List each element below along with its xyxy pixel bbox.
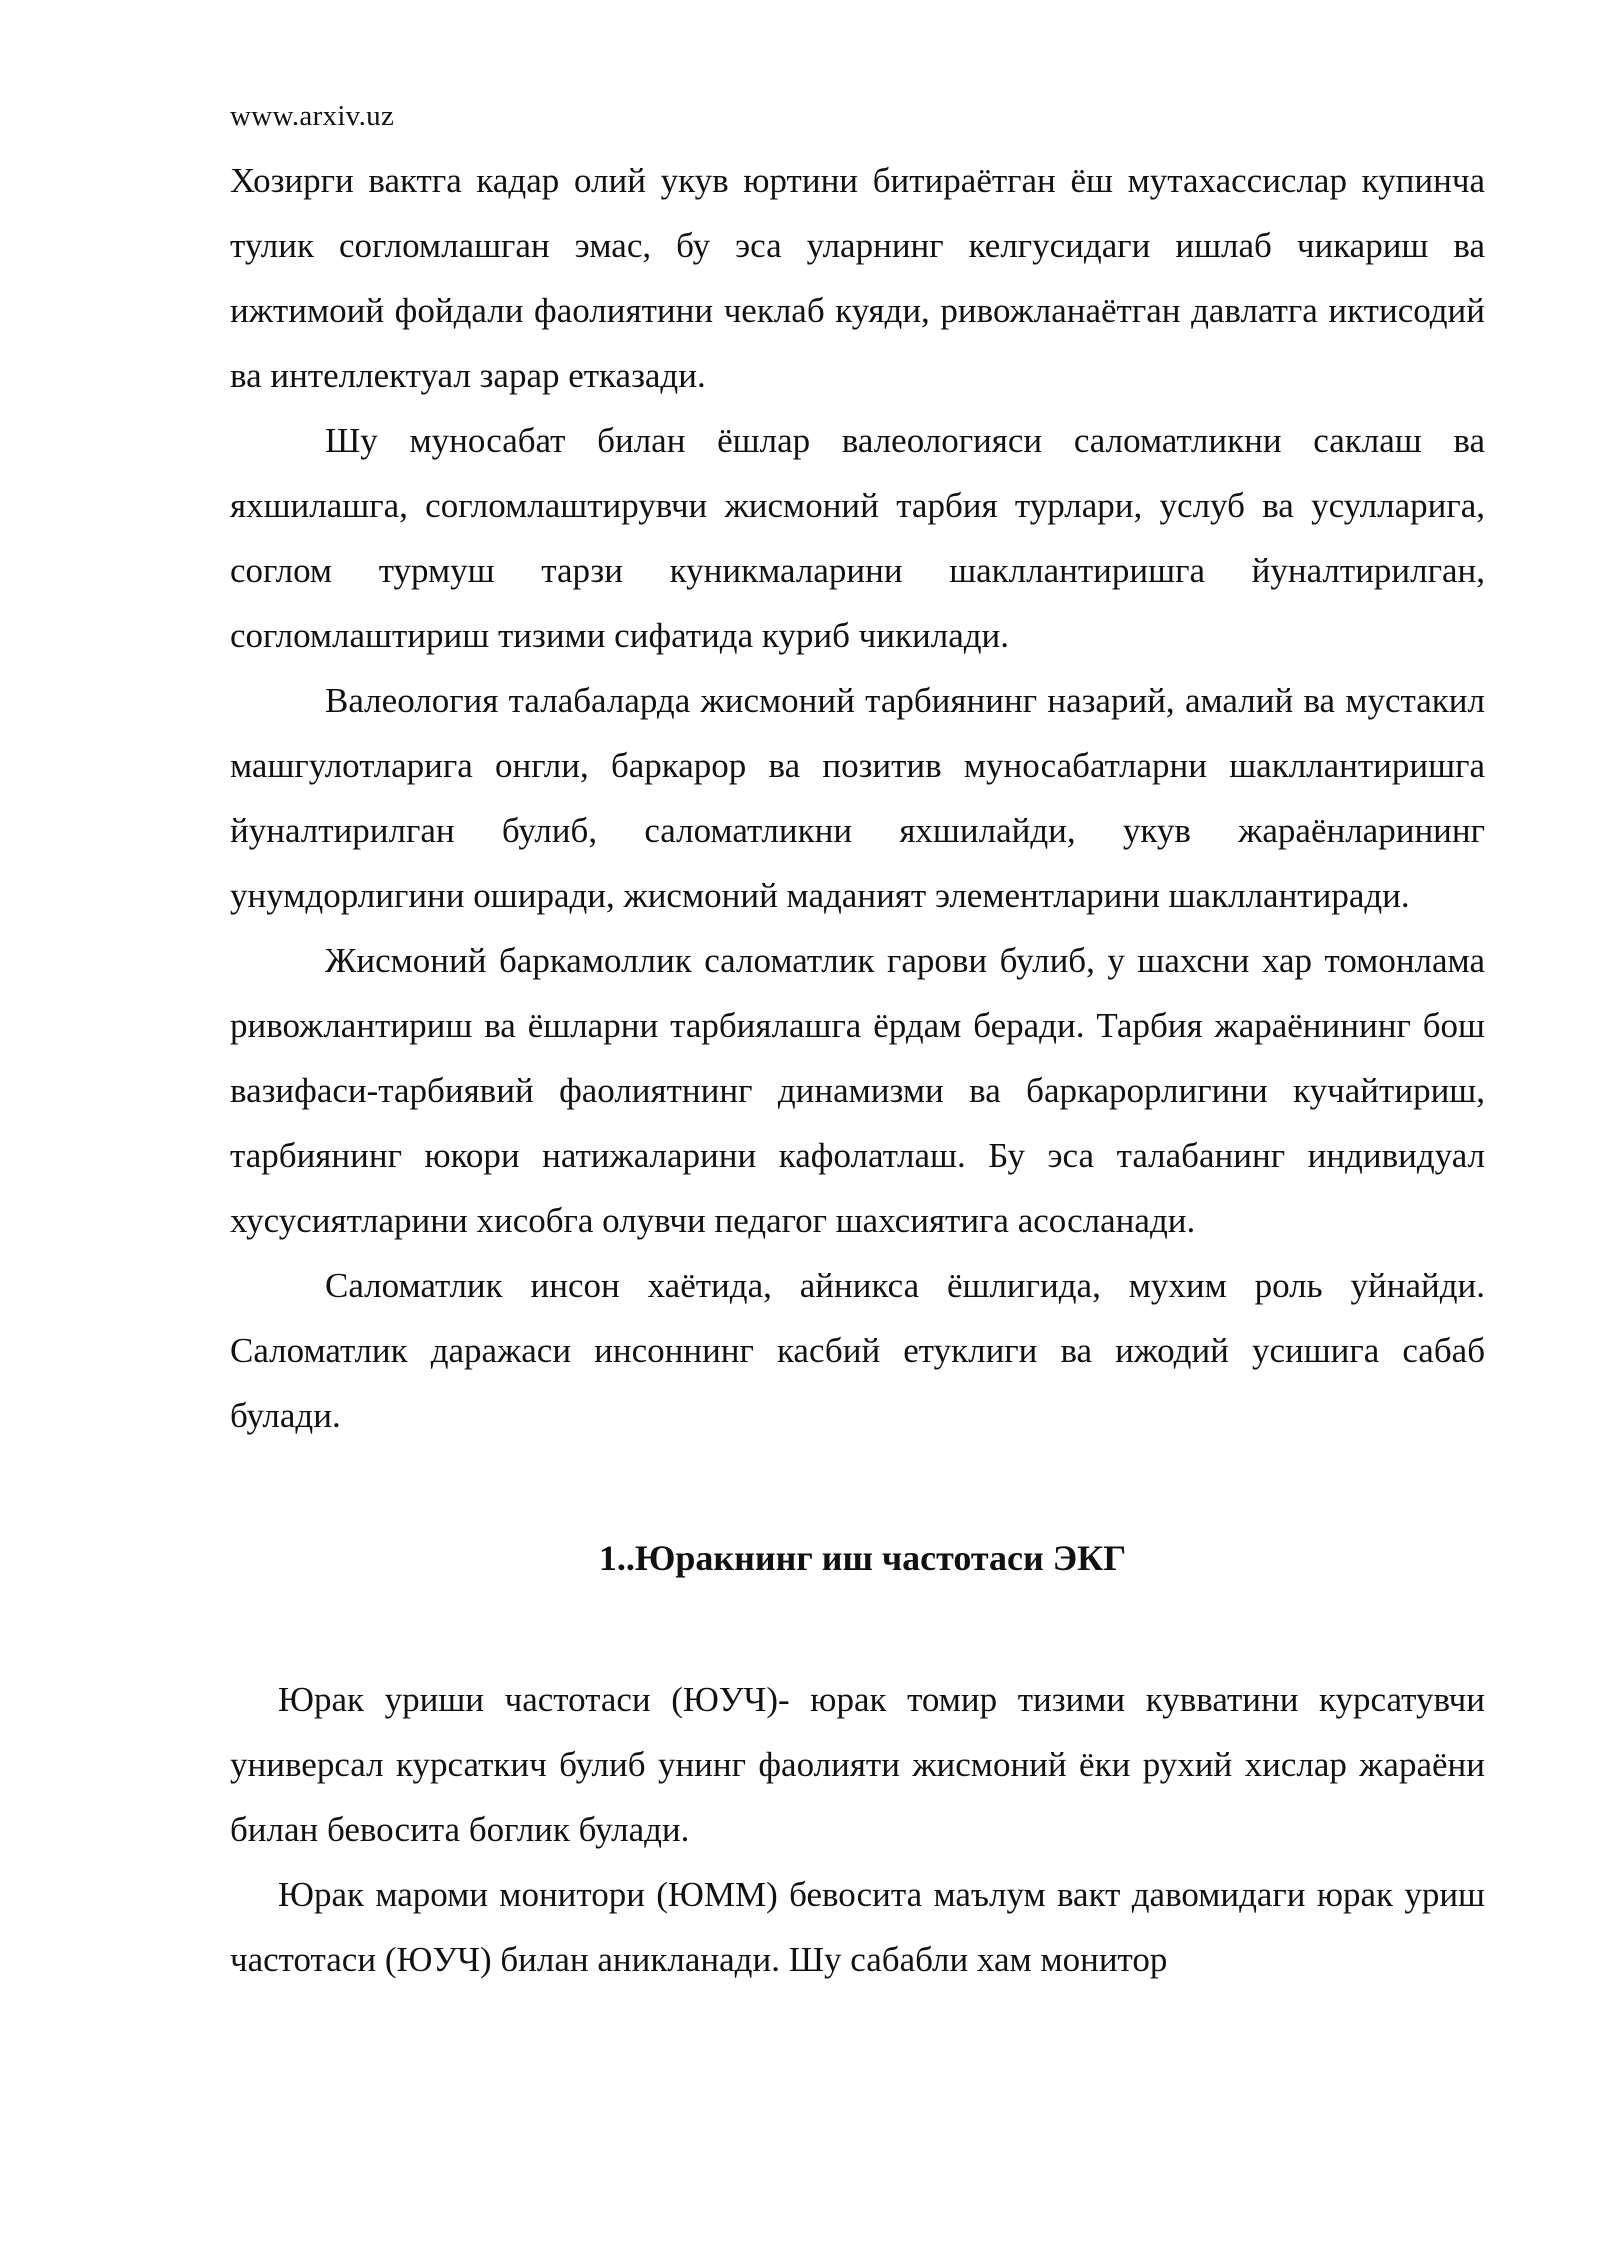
paragraph-4: Жисмоний баркамоллик саломатлик гарови булиб, у шахсни хар томонлама ривожлантириш ва ёшларни тарбиялашга ёрдам беради. Тарбия жараёнининг бош вазифаси-тарбиявий фаолиятнинг динамизми ва баркарорлигини кучайтириш, тарбиянинг юкори натижаларини кафолатлаш. Бу эса талабанинг индивидуал хусусиятларини хисобга олувчи педагог шахсиятига асосланади. xyxy=(230,941,1485,1240)
document-body xyxy=(230,148,1485,1992)
section-paragraph-2: Юрак мароми монитори (ЮММ) бевосита маълум вакт давомидаги юрак уриш частотаси (ЮУЧ) билан аникланади. Шу сабабли хам монитор xyxy=(230,1875,1485,1979)
paragraph-2: Шу муносабат билан ёшлар валеологияси саломатликни саклаш ва яхшилашга, согломлаштирувчи жисмоний тарбия турлари, услуб ва усулларига, соглом турмуш тарзи куникмаларини шакллантиришга йуналтирилган, согломлаштириш тизими сифатида куриб чикилади. xyxy=(230,421,1485,655)
paragraph-5: Саломатлик инсон хаётида, айникса ёшлигида, мухим роль уйнайди. Саломатлик даражаси инсоннинг касбий етуклиги ва ижодий усишига сабаб булади. xyxy=(230,1266,1485,1435)
header-url: www.arxiv.uz xyxy=(230,100,395,132)
section-heading: 1..Юракнинг иш частотаси ЭКГ xyxy=(598,1538,1127,1578)
paragraph-1: Хозирги вактга кадар олий укув юртини битираётган ёш мутахассислар купинча тулик согломлашган эмас, бу эса уларнинг келгусидаги ишлаб чикариш ва ижтимоий фойдали фаолиятини чеклаб куяди, ривожланаётган давлатга иктисодий ва интеллектуал зарар етказади. xyxy=(230,161,1485,395)
paragraph-3: Валеология талабаларда жисмоний тарбиянинг назарий, амалий ва мустакил машгулотларига онгли, баркарор ва позитив муносабатларни шакллантиришга йуналтирилган булиб, саломатликни яхшилайди, укув жараёнларининг унумдорлигини оширади, жисмоний маданият элементларини шакллантиради. xyxy=(230,681,1485,915)
section-paragraph-1: Юрак уриши частотаси (ЮУЧ)- юрак томир тизими кувватини курсатувчи универсал курсаткич булиб унинг фаолияти жисмоний ёки рухий хислар жараёни билан бевосита боглик булади. xyxy=(230,1680,1485,1849)
